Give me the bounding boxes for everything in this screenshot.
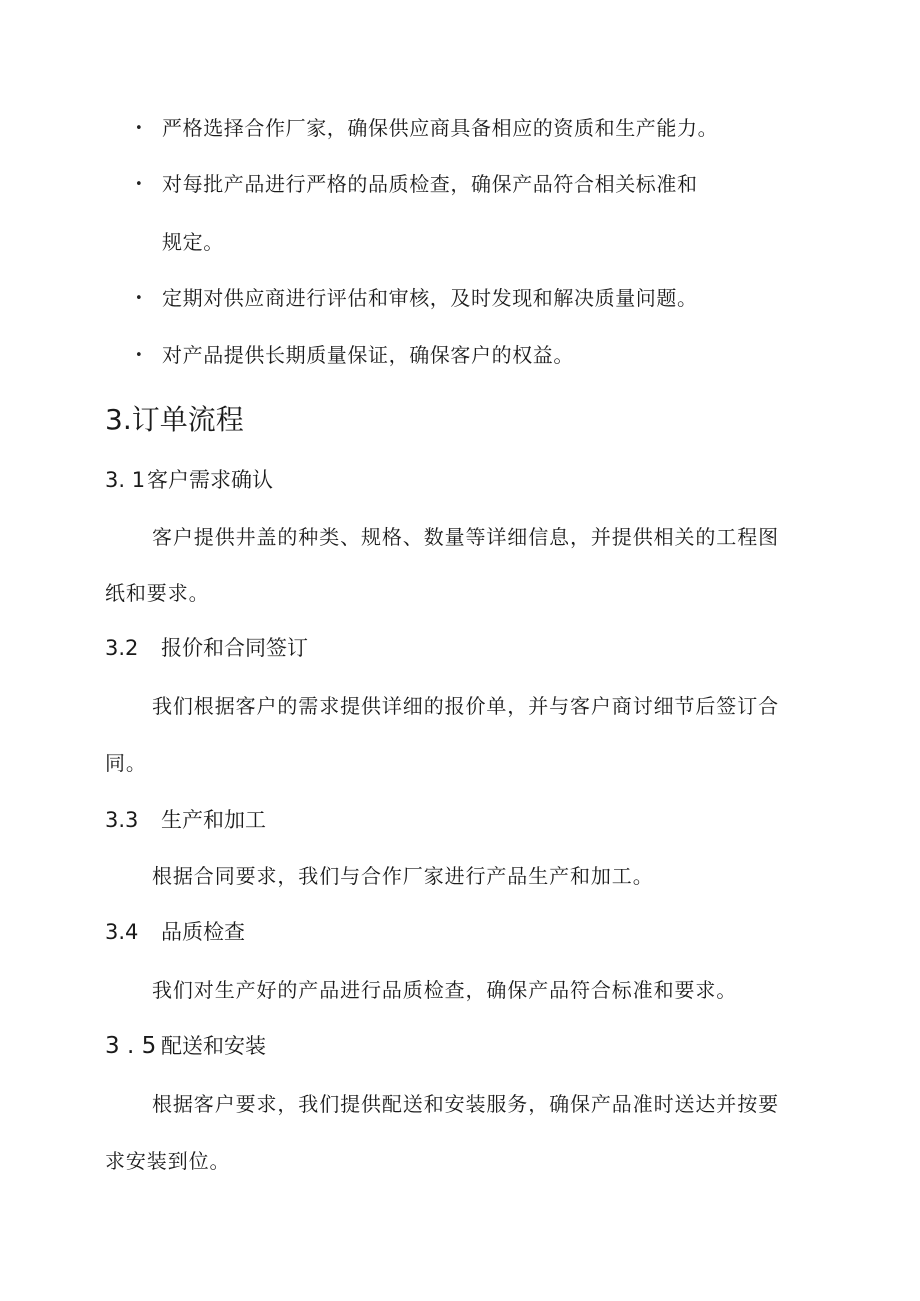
subsection-heading	[105, 1035, 266, 1058]
bullet-text: 严格选择合作厂家，确保供应商具备相应的资质和生产能力。	[162, 116, 719, 140]
bullet-icon: •	[135, 291, 143, 306]
paragraph-line: 根据合同要求，我们与合作厂家进行产品生产和加工。	[152, 864, 654, 888]
subsection-number: 3.3	[105, 808, 139, 832]
subsection-number: 3. 1	[105, 468, 146, 492]
paragraph-line: 同。	[105, 751, 147, 775]
paragraph-line: 客户提供井盖的种类、规格、数量等详细信息，并提供相关的工程图	[152, 525, 779, 549]
subsection-title: 生产和加工	[161, 808, 266, 832]
paragraph-line: 纸和要求。	[105, 581, 210, 605]
subsection-title: 配送和安装	[161, 1034, 266, 1058]
subsection-title: 品质检查	[161, 920, 245, 944]
paragraph-line: 求安装到位。	[105, 1149, 231, 1173]
subsection-heading	[105, 470, 273, 491]
subsection-title: 客户需求确认	[147, 468, 273, 492]
bullet-text-continuation: 规定。	[162, 230, 224, 254]
subsection-number: 3 . 5	[105, 1033, 157, 1059]
paragraph-line: 根据客户要求，我们提供配送和安装服务，确保产品准时送达并按要	[152, 1092, 779, 1116]
bullet-text: 对产品提供长期质量保证，确保客户的权益。	[162, 343, 574, 367]
section-heading: 3.订单流程	[105, 403, 244, 436]
subsection-number: 3.2	[105, 636, 139, 660]
subsection-heading	[105, 638, 308, 659]
subsection-heading	[105, 810, 266, 831]
paragraph-line: 我们对生产好的产品进行品质检查，确保产品符合标准和要求。	[152, 978, 738, 1002]
bullet-icon: •	[135, 121, 143, 136]
bullet-text: 对每批产品进行严格的品质检查，确保产品符合相关标准和	[162, 172, 698, 196]
subsection-heading	[105, 922, 245, 943]
bullet-icon: •	[135, 348, 143, 363]
subsection-title: 报价和合同签订	[161, 636, 308, 660]
subsection-number: 3.4	[105, 920, 139, 944]
paragraph-line: 我们根据客户的需求提供详细的报价单，并与客户商讨细节后签订合	[152, 694, 779, 718]
bullet-text: 定期对供应商进行评估和审核，及时发现和解决质量问题。	[162, 286, 698, 310]
bullet-icon: •	[135, 177, 143, 192]
